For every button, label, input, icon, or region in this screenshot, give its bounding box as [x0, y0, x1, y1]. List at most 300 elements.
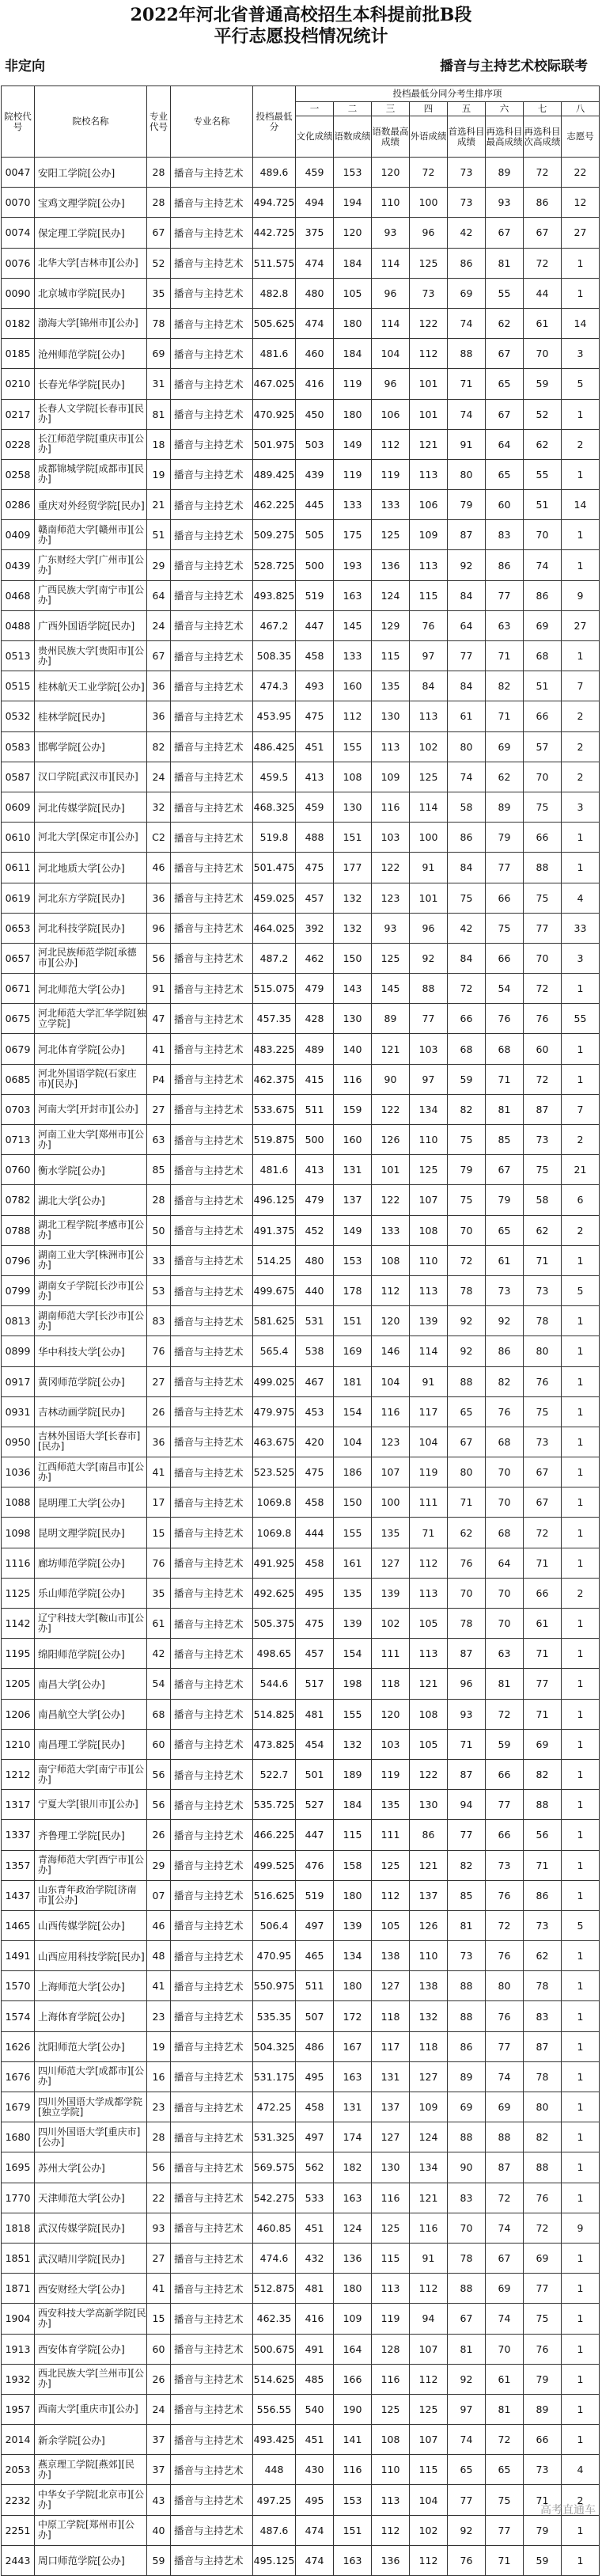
second-subject-max: 74 [486, 2213, 524, 2243]
second-subject-max: 80 [486, 1971, 524, 2001]
min-score: 442.725 [253, 218, 296, 248]
table-row [2, 1004, 600, 1034]
min-score: 474.3 [253, 671, 296, 701]
major-name: 播音与主持艺术 [171, 2394, 253, 2424]
school-name: 南昌大学[公办] [35, 1669, 147, 1699]
min-score: 470.95 [253, 1941, 296, 1971]
plan-code: 78 [147, 308, 171, 338]
chinese-math-max: 122 [372, 1094, 410, 1124]
table-row [2, 1971, 600, 2001]
second-subject-next: 79 [524, 2364, 562, 2394]
min-score: 528.725 [253, 550, 296, 580]
culture-score: 495 [296, 2485, 334, 2515]
second-subject-max: 87 [486, 2152, 524, 2183]
preference-number: 4 [562, 883, 600, 913]
second-subject-max: 92 [486, 1306, 524, 1336]
table-row [2, 1910, 600, 1940]
second-subject-next: 82 [524, 2122, 562, 2152]
min-score: 508.35 [253, 641, 296, 671]
major-name: 播音与主持艺术 [171, 671, 253, 701]
school-code: 1932 [2, 2364, 35, 2394]
foreign-lang-score: 94 [410, 2304, 448, 2334]
first-subject-score: 80 [448, 1457, 486, 1487]
second-subject-next: 73 [524, 2455, 562, 2485]
major-name: 播音与主持艺术 [171, 1034, 253, 1064]
major-name: 播音与主持艺术 [171, 1275, 253, 1305]
min-score: 515.075 [253, 974, 296, 1004]
school-name: 衡水学院[公办] [35, 1155, 147, 1185]
second-subject-next: 67 [524, 1457, 562, 1487]
major-name: 播音与主持艺术 [171, 339, 253, 369]
major-name: 播音与主持艺术 [171, 1639, 253, 1669]
foreign-lang-score: 105 [410, 1609, 448, 1639]
school-name: 四川外国语大学[重庆市][公办] [35, 2122, 147, 2152]
first-subject-score: 77 [448, 641, 486, 671]
second-subject-max: 66 [486, 1820, 524, 1850]
culture-score: 497 [296, 1910, 334, 1940]
school-code: 1125 [2, 1578, 35, 1608]
school-name: 北京城市学院[民办] [35, 278, 147, 308]
plan-code: 42 [147, 1639, 171, 1669]
major-name: 播音与主持艺术 [171, 1880, 253, 1910]
school-code: 0675 [2, 1004, 35, 1034]
school-code: 1491 [2, 1941, 35, 1971]
preference-number: 1 [562, 2274, 600, 2304]
foreign-lang-score: 86 [410, 1820, 448, 1850]
culture-score: 474 [296, 2515, 334, 2545]
chinese-math-max: 112 [372, 1880, 410, 1910]
major-name: 播音与主持艺术 [171, 1518, 253, 1548]
school-name: 赣南师范大学[赣州市][公办] [35, 520, 147, 550]
preference-number: 1 [562, 1336, 600, 1366]
second-subject-next: 79 [524, 2515, 562, 2545]
col-sub: 文化成绩 [296, 116, 334, 158]
foreign-lang-score: 134 [410, 2152, 448, 2183]
foreign-lang-score: 113 [410, 1578, 448, 1608]
second-subject-next: 71 [524, 1699, 562, 1729]
school-name: 长春光华学院[民办] [35, 369, 147, 399]
school-code: 1818 [2, 2213, 35, 2243]
chinese-math-score: 190 [334, 2394, 372, 2424]
table-row [2, 580, 600, 610]
major-name: 播音与主持艺术 [171, 2001, 253, 2031]
school-name: 邯郸学院[公办] [35, 731, 147, 762]
foreign-lang-score: 121 [410, 429, 448, 459]
second-subject-next: 73 [524, 1427, 562, 1457]
min-score: 467.025 [253, 369, 296, 399]
school-name: 广东财经大学[广州市][公办] [35, 550, 147, 580]
first-subject-score: 85 [448, 1880, 486, 1910]
second-subject-next: 44 [524, 278, 562, 308]
chinese-math-max: 145 [372, 974, 410, 1004]
plan-code: 48 [147, 1941, 171, 1971]
chinese-math-score: 151 [334, 1306, 372, 1336]
second-subject-max: 67 [486, 339, 524, 369]
culture-score: 459 [296, 792, 334, 822]
major-name: 播音与主持艺术 [171, 2061, 253, 2092]
first-subject-score: 77 [448, 1820, 486, 1850]
school-name: 周口师范学院[公办] [35, 2545, 147, 2575]
culture-score: 458 [296, 641, 334, 671]
school-name: 河北科技学院[民办] [35, 913, 147, 943]
min-score: 499.525 [253, 1850, 296, 1880]
school-name: 华中科技大学[公办] [35, 1336, 147, 1366]
second-subject-next: 55 [524, 459, 562, 489]
school-name: 天津师范大学[公办] [35, 2183, 147, 2213]
plan-code: 28 [147, 158, 171, 188]
second-subject-max: 73 [486, 1850, 524, 1880]
second-subject-next: 78 [524, 1971, 562, 2001]
table-row [2, 1729, 600, 1759]
first-subject-score: 84 [448, 671, 486, 701]
first-subject-score: 73 [448, 188, 486, 218]
foreign-lang-score: 96 [410, 913, 448, 943]
exam-type-label: 播音与主持艺术校际联考 [440, 59, 588, 74]
school-code: 0258 [2, 459, 35, 489]
major-name: 播音与主持艺术 [171, 853, 253, 883]
min-score: 514.25 [253, 1245, 296, 1275]
col-num: 二 [334, 102, 372, 116]
second-subject-next: 88 [524, 853, 562, 883]
chinese-math-max: 123 [372, 1427, 410, 1457]
school-code: 0583 [2, 731, 35, 762]
second-subject-max: 77 [486, 853, 524, 883]
preference-number: 2 [562, 731, 600, 762]
table-row [2, 1820, 600, 1850]
culture-score: 476 [296, 1850, 334, 1880]
chinese-math-score: 124 [334, 2213, 372, 2243]
preference-number: 1 [562, 520, 600, 550]
chinese-math-score: 104 [334, 1427, 372, 1457]
first-subject-score: 67 [448, 1427, 486, 1457]
foreign-lang-score: 114 [410, 1336, 448, 1366]
col-group: 投档最低分同分考生排序项 [296, 86, 600, 102]
chinese-math-score: 184 [334, 339, 372, 369]
major-name: 播音与主持艺术 [171, 278, 253, 308]
school-name: 西安科技大学高新学院[民办] [35, 2304, 147, 2334]
foreign-lang-score: 127 [410, 2061, 448, 2092]
school-name: 保定理工学院[民办] [35, 218, 147, 248]
foreign-lang-score: 113 [410, 550, 448, 580]
table-row [2, 1669, 600, 1699]
first-subject-score: 86 [448, 248, 486, 278]
major-name: 播音与主持艺术 [171, 2364, 253, 2394]
major-name: 播音与主持艺术 [171, 2213, 253, 2243]
second-subject-max: 66 [486, 883, 524, 913]
school-name: 湖南师范大学[长沙市][公办] [35, 1306, 147, 1336]
first-subject-score: 92 [448, 2515, 486, 2545]
title-line-1: 2022年河北省普通高校招生本科提前批B段 [130, 5, 472, 25]
chinese-math-max: 114 [372, 308, 410, 338]
chinese-math-max: 111 [372, 1639, 410, 1669]
culture-score: 479 [296, 1185, 334, 1215]
culture-score: 392 [296, 913, 334, 943]
second-subject-next: 72 [524, 974, 562, 1004]
preference-number: 12 [562, 188, 600, 218]
table-row [2, 2425, 600, 2455]
chinese-math-max: 126 [372, 1125, 410, 1155]
chinese-math-max: 105 [372, 1910, 410, 1940]
foreign-lang-score: 112 [410, 2364, 448, 2394]
school-name: 河北体育学院[公办] [35, 1034, 147, 1064]
chinese-math-max: 120 [372, 1699, 410, 1729]
foreign-lang-score: 107 [410, 1185, 448, 1215]
school-code: 1206 [2, 1699, 35, 1729]
preference-number: 1 [562, 248, 600, 278]
chinese-math-score: 193 [334, 550, 372, 580]
second-subject-max: 83 [486, 520, 524, 550]
table-row [2, 429, 600, 459]
preference-number: 1 [562, 1971, 600, 2001]
major-name: 播音与主持艺术 [171, 459, 253, 489]
preference-number: 3 [562, 792, 600, 822]
table-row [2, 550, 600, 580]
chinese-math-score: 149 [334, 429, 372, 459]
table-row [2, 1518, 600, 1548]
culture-score: 465 [296, 1941, 334, 1971]
second-subject-max: 62 [486, 308, 524, 338]
table-row [2, 610, 600, 640]
culture-score: 538 [296, 1336, 334, 1366]
school-name: 宝鸡文理学院[公办] [35, 188, 147, 218]
chinese-math-max: 113 [372, 2274, 410, 2304]
table-row [2, 1578, 600, 1608]
chinese-math-max: 130 [372, 701, 410, 731]
school-code: 0782 [2, 1185, 35, 1215]
foreign-lang-score: 108 [410, 1215, 448, 1245]
min-score: 522.7 [253, 1759, 296, 1789]
second-subject-max: 75 [486, 913, 524, 943]
chinese-math-max: 104 [372, 1366, 410, 1396]
preference-number: 1 [562, 2031, 600, 2061]
school-name: 廊坊师范学院[公办] [35, 1548, 147, 1578]
culture-score: 447 [296, 1820, 334, 1850]
major-name: 播音与主持艺术 [171, 1669, 253, 1699]
school-code: 1036 [2, 1457, 35, 1487]
second-subject-next: 74 [524, 550, 562, 580]
chinese-math-score: 163 [334, 2061, 372, 2092]
second-subject-next: 61 [524, 308, 562, 338]
table-row [2, 1639, 600, 1669]
foreign-lang-score: 138 [410, 1971, 448, 2001]
chinese-math-max: 106 [372, 399, 410, 429]
second-subject-max: 69 [486, 2274, 524, 2304]
chinese-math-max: 124 [372, 580, 410, 610]
table-row [2, 913, 600, 943]
foreign-lang-score: 91 [410, 2243, 448, 2273]
school-name: 上海体育学院[公办] [35, 2001, 147, 2031]
school-code: 0899 [2, 1336, 35, 1366]
school-code: 0796 [2, 1245, 35, 1275]
culture-score: 457 [296, 883, 334, 913]
second-subject-next: 75 [524, 1396, 562, 1427]
second-subject-next: 78 [524, 2061, 562, 2092]
min-score: 486.425 [253, 731, 296, 762]
second-subject-next: 51 [524, 671, 562, 701]
preference-number: 1 [562, 2122, 600, 2152]
min-score: 499.025 [253, 1366, 296, 1396]
second-subject-max: 68 [486, 1427, 524, 1457]
culture-score: 488 [296, 823, 334, 853]
plan-code: C2 [147, 823, 171, 853]
second-subject-max: 79 [486, 823, 524, 853]
min-score: 531.175 [253, 2061, 296, 2092]
school-name: 贵州民族大学[贵阳市][公办] [35, 641, 147, 671]
chinese-math-max: 93 [372, 218, 410, 248]
foreign-lang-score: 105 [410, 1729, 448, 1759]
first-subject-score: 86 [448, 2031, 486, 2061]
plan-code: 54 [147, 1669, 171, 1699]
culture-score: 511 [296, 1094, 334, 1124]
min-score: 505.375 [253, 1609, 296, 1639]
second-subject-max: 68 [486, 1518, 524, 1548]
school-name: 齐鲁理工学院[民办] [35, 1820, 147, 1850]
school-code: 1570 [2, 1971, 35, 2001]
second-subject-next: 51 [524, 490, 562, 520]
school-code: 0210 [2, 369, 35, 399]
chinese-math-score: 163 [334, 2545, 372, 2575]
preference-number: 9 [562, 580, 600, 610]
min-score: 466.225 [253, 1820, 296, 1850]
culture-score: 467 [296, 1366, 334, 1396]
col-major: 专业名称 [171, 86, 253, 158]
school-name: 武汉晴川学院[民办] [35, 2243, 147, 2273]
min-score: 556.55 [253, 2394, 296, 2424]
table-row [2, 1125, 600, 1155]
preference-number: 1 [562, 2545, 600, 2575]
chinese-math-max: 116 [372, 2364, 410, 2394]
table-row [2, 2213, 600, 2243]
min-score: 512.875 [253, 2274, 296, 2304]
chinese-math-score: 184 [334, 248, 372, 278]
min-score: 493.425 [253, 2425, 296, 2455]
school-name: 汉口学院[武汉市][民办] [35, 762, 147, 792]
culture-score: 439 [296, 459, 334, 489]
plan-code: 28 [147, 188, 171, 218]
major-name: 播音与主持艺术 [171, 550, 253, 580]
table-row [2, 188, 600, 218]
preference-number: 22 [562, 158, 600, 188]
major-name: 播音与主持艺术 [171, 1245, 253, 1275]
first-subject-score: 88 [448, 2122, 486, 2152]
second-subject-next: 75 [524, 883, 562, 913]
min-score: 487.6 [253, 2515, 296, 2545]
school-code: 0515 [2, 671, 35, 701]
foreign-lang-score: 118 [410, 2031, 448, 2061]
chinese-math-score: 130 [334, 792, 372, 822]
foreign-lang-score: 132 [410, 2001, 448, 2031]
preference-number: 1 [562, 2425, 600, 2455]
chinese-math-max: 116 [372, 2183, 410, 2213]
chinese-math-score: 189 [334, 1759, 372, 1789]
school-name: 河北传媒学院[民办] [35, 792, 147, 822]
second-subject-max: 65 [486, 459, 524, 489]
school-code: 0619 [2, 883, 35, 913]
school-code: 1957 [2, 2394, 35, 2424]
table-row [2, 1306, 600, 1336]
school-name: 江西师范大学[南昌市][公办] [35, 1457, 147, 1487]
table-row [2, 490, 600, 520]
second-subject-max: 76 [486, 1004, 524, 1034]
plan-code: 83 [147, 1306, 171, 1336]
second-subject-max: 54 [486, 974, 524, 1004]
culture-score: 475 [296, 1609, 334, 1639]
foreign-lang-score: 91 [410, 1366, 448, 1396]
plan-code: 21 [147, 490, 171, 520]
chinese-math-max: 112 [372, 429, 410, 459]
plan-code: 15 [147, 2304, 171, 2334]
first-subject-score: 74 [448, 308, 486, 338]
chinese-math-score: 194 [334, 188, 372, 218]
preference-number: 1 [562, 1396, 600, 1427]
preference-number: 1 [562, 1457, 600, 1487]
chinese-math-max: 115 [372, 641, 410, 671]
min-score: 470.925 [253, 399, 296, 429]
major-name: 播音与主持艺术 [171, 1850, 253, 1880]
min-score: 500.675 [253, 2334, 296, 2364]
school-code: 1695 [2, 2152, 35, 2183]
culture-score: 474 [296, 248, 334, 278]
culture-score: 533 [296, 2183, 334, 2213]
first-subject-score: 82 [448, 1850, 486, 1880]
first-subject-score: 87 [448, 520, 486, 550]
plan-code: 50 [147, 1215, 171, 1245]
school-name: 黄冈师范学院[公办] [35, 1366, 147, 1396]
min-score: 462.35 [253, 2304, 296, 2334]
plan-code: 93 [147, 2213, 171, 2243]
chinese-math-max: 93 [372, 913, 410, 943]
culture-score: 491 [296, 2334, 334, 2364]
chinese-math-score: 159 [334, 1094, 372, 1124]
first-subject-score: 78 [448, 1275, 486, 1305]
first-subject-score: 77 [448, 2485, 486, 2515]
preference-number: 1 [562, 1306, 600, 1336]
chinese-math-score: 139 [334, 1910, 372, 1940]
first-subject-score: 89 [448, 2061, 486, 2092]
table-row [2, 2394, 600, 2424]
major-name: 播音与主持艺术 [171, 369, 253, 399]
school-code: 1098 [2, 1518, 35, 1548]
school-code: 1088 [2, 1487, 35, 1518]
school-code: 1337 [2, 1820, 35, 1850]
preference-number: 4 [562, 2455, 600, 2485]
min-score: 492.625 [253, 1578, 296, 1608]
chinese-math-score: 182 [334, 2152, 372, 2183]
table-row [2, 792, 600, 822]
culture-score: 500 [296, 550, 334, 580]
major-name: 播音与主持艺术 [171, 2485, 253, 2515]
culture-score: 497 [296, 2122, 334, 2152]
school-name: 山西传媒学院[公办] [35, 1910, 147, 1940]
plan-code: 36 [147, 883, 171, 913]
min-score: 531.325 [253, 2122, 296, 2152]
major-name: 播音与主持艺术 [171, 2304, 253, 2334]
second-subject-max: 77 [486, 2515, 524, 2545]
school-name: 四川师范大学[成都市][公办] [35, 2061, 147, 2092]
plan-code: 15 [147, 1518, 171, 1548]
chinese-math-max: 116 [372, 792, 410, 822]
culture-score: 454 [296, 1729, 334, 1759]
second-subject-next: 71 [524, 1245, 562, 1275]
plan-code: 64 [147, 580, 171, 610]
table-row [2, 2485, 600, 2515]
first-subject-score: 96 [448, 1669, 486, 1699]
second-subject-next: 87 [524, 2031, 562, 2061]
chinese-math-max: 113 [372, 2485, 410, 2515]
preference-number: 7 [562, 1094, 600, 1124]
second-subject-next: 89 [524, 2394, 562, 2424]
plan-code: 28 [147, 2122, 171, 2152]
